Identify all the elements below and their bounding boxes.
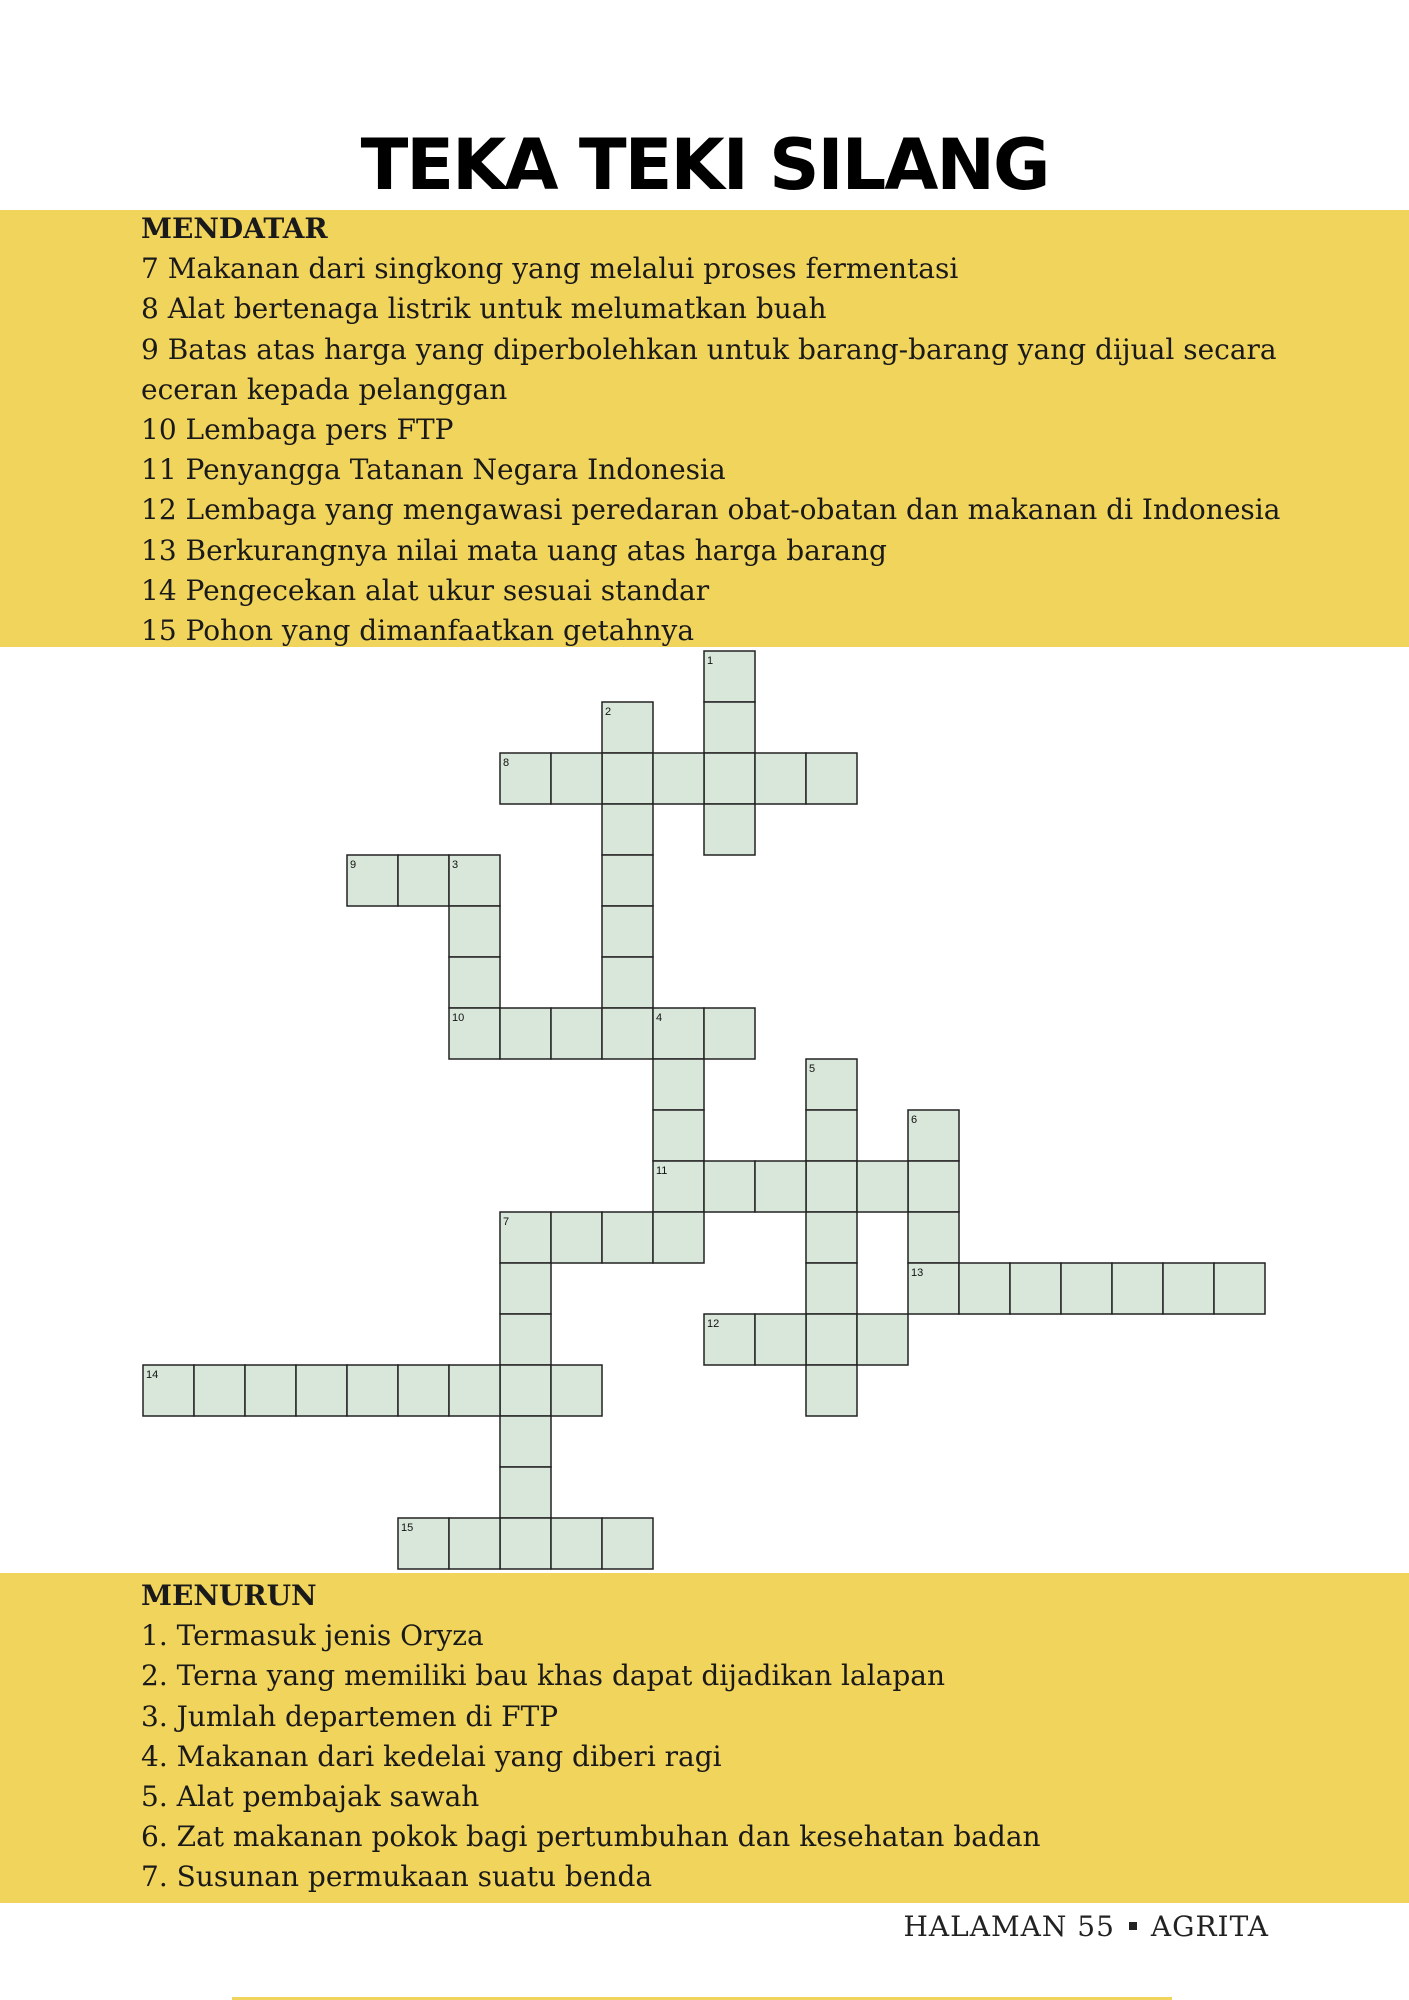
crossword-cell[interactable] (602, 753, 653, 804)
crossword-cell[interactable] (1010, 1263, 1061, 1314)
crossword-cell[interactable] (755, 753, 806, 804)
crossword-cell[interactable] (857, 1161, 908, 1212)
crossword-cell[interactable] (806, 1110, 857, 1161)
crossword-cell[interactable] (704, 1008, 755, 1059)
crossword-cell[interactable] (908, 1263, 959, 1314)
crossword-cell[interactable] (1112, 1263, 1163, 1314)
crossword-cell[interactable] (398, 1518, 449, 1569)
crossword-cell[interactable] (704, 753, 755, 804)
crossword-cell[interactable] (602, 1008, 653, 1059)
crossword-cell[interactable] (806, 1059, 857, 1110)
crossword-cell[interactable] (704, 804, 755, 855)
clue-line: 7. Susunan permukaan suatu benda (141, 1860, 653, 1894)
clue-number: 15 (401, 1522, 414, 1534)
crossword-cell[interactable] (602, 702, 653, 753)
crossword-cell[interactable] (959, 1263, 1010, 1314)
clue-line: 13 Berkurangnya nilai mata uang atas harga barang (141, 533, 887, 567)
crossword-cell[interactable] (806, 1161, 857, 1212)
crossword-cell[interactable] (500, 1416, 551, 1467)
crossword-cell[interactable] (908, 1212, 959, 1263)
mendatar-heading: MENDATAR (141, 212, 328, 245)
crossword-cell[interactable] (194, 1365, 245, 1416)
crossword-cell[interactable] (449, 906, 500, 957)
clue-number: 14 (146, 1369, 159, 1381)
clue-line: 8 Alat bertenaga listrik untuk melumatkan buah (141, 292, 827, 326)
crossword-cell[interactable] (704, 1314, 755, 1365)
page-number: HALAMAN 55 (903, 1910, 1115, 1943)
crossword-cell[interactable] (806, 753, 857, 804)
crossword-cell[interactable] (143, 1365, 194, 1416)
crossword-cell[interactable] (602, 957, 653, 1008)
crossword-cell[interactable] (347, 1365, 398, 1416)
crossword-cell[interactable] (500, 753, 551, 804)
crossword-cell[interactable] (908, 1161, 959, 1212)
clue-line: 3. Jumlah departemen di FTP (141, 1699, 559, 1733)
crossword-cell[interactable] (806, 1314, 857, 1365)
crossword-cell[interactable] (704, 651, 755, 702)
crossword-cell[interactable] (1214, 1263, 1265, 1314)
crossword-cell[interactable] (500, 1212, 551, 1263)
crossword-cell[interactable] (500, 1008, 551, 1059)
menurun-clues (141, 1576, 1349, 1898)
crossword-cell[interactable] (1163, 1263, 1214, 1314)
clue-line: 4. Makanan dari kedelai yang diberi ragi (141, 1739, 722, 1773)
crossword-cell[interactable] (449, 855, 500, 906)
crossword-cell[interactable] (653, 1110, 704, 1161)
clue-number: 10 (452, 1012, 465, 1024)
crossword-cell[interactable] (551, 1518, 602, 1569)
separator-square-icon (1129, 1922, 1137, 1930)
clue-line: 7 Makanan dari singkong yang melalui proses fermentasi (141, 252, 959, 286)
crossword-cell[interactable] (602, 1212, 653, 1263)
crossword-cell[interactable] (755, 1161, 806, 1212)
crossword-cell[interactable] (602, 855, 653, 906)
crossword-cell[interactable] (449, 957, 500, 1008)
crossword-cell[interactable] (296, 1365, 347, 1416)
crossword-cell[interactable] (908, 1110, 959, 1161)
clue-line: 9 Batas atas harga yang diperbolehkan untuk barang-barang yang dijual secara (141, 332, 1277, 366)
crossword-cell[interactable] (398, 855, 449, 906)
crossword-cell[interactable] (602, 804, 653, 855)
crossword-cell[interactable] (653, 1161, 704, 1212)
crossword-cell[interactable] (857, 1314, 908, 1365)
clue-line: 2. Terna yang memiliki bau khas dapat dijadikan lalapan (141, 1659, 946, 1693)
crossword-cell[interactable] (500, 1263, 551, 1314)
crossword-cell[interactable] (653, 753, 704, 804)
crossword-cell[interactable] (245, 1365, 296, 1416)
clue-number: 7 (503, 1216, 510, 1228)
crossword-cell[interactable] (653, 1008, 704, 1059)
footer-author: AGRITA (1150, 1910, 1269, 1943)
crossword-cell[interactable] (551, 1365, 602, 1416)
clue-line: 1. Termasuk jenis Oryza (141, 1619, 484, 1653)
clue-line: 14 Pengecekan alat ukur sesuai standar (141, 573, 710, 607)
clue-line: 11 Penyangga Tatanan Negara Indonesia (141, 453, 726, 487)
clue-line: eceran kepada pelanggan (141, 372, 508, 406)
crossword-cell[interactable] (653, 1212, 704, 1263)
crossword-cell[interactable] (551, 1212, 602, 1263)
clue-line: 6. Zat makanan pokok bagi pertumbuhan dan kesehatan badan (141, 1820, 1041, 1854)
clue-number: 11 (656, 1165, 668, 1177)
crossword-cell[interactable] (806, 1365, 857, 1416)
clue-number: 6 (911, 1114, 918, 1126)
crossword-cell[interactable] (551, 1008, 602, 1059)
clue-line: 12 Lembaga yang mengawasi peredaran obat-obatan dan makanan di Indonesia (141, 493, 1281, 527)
crossword-cell[interactable] (449, 1518, 500, 1569)
clue-number: 13 (911, 1267, 924, 1279)
page-title: TEKA TEKI SILANG (360, 124, 1049, 206)
clue-number: 9 (350, 859, 357, 871)
crossword-cell[interactable] (398, 1365, 449, 1416)
clue-number: 8 (503, 757, 510, 769)
crossword-cell[interactable] (500, 1365, 551, 1416)
clue-number: 12 (707, 1318, 720, 1330)
clue-line: 10 Lembaga pers FTP (141, 413, 454, 447)
crossword-cell[interactable] (602, 1518, 653, 1569)
clue-number: 1 (707, 655, 714, 667)
crossword-cell[interactable] (449, 1365, 500, 1416)
crossword-cell[interactable] (806, 1263, 857, 1314)
crossword-cell[interactable] (704, 702, 755, 753)
crossword-cell[interactable] (500, 1467, 551, 1518)
clue-line: 15 Pohon yang dimanfaatkan getahnya (141, 614, 695, 648)
crossword-cell[interactable] (449, 1008, 500, 1059)
crossword-cell[interactable] (551, 753, 602, 804)
clue-number: 2 (605, 706, 612, 718)
crossword-cell[interactable] (500, 1314, 551, 1365)
crossword-cell[interactable] (1061, 1263, 1112, 1314)
clue-line: 5. Alat pembajak sawah (141, 1780, 480, 1814)
crossword-cell[interactable] (806, 1212, 857, 1263)
clue-number: 4 (656, 1012, 663, 1024)
menurun-heading: MENURUN (141, 1579, 317, 1612)
crossword-cell[interactable] (500, 1518, 551, 1569)
crossword-cell[interactable] (602, 906, 653, 957)
crossword-cell[interactable] (755, 1314, 806, 1365)
crossword-cell[interactable] (653, 1059, 704, 1110)
clue-number: 5 (809, 1063, 816, 1075)
clue-number: 3 (452, 859, 459, 871)
page-footer (904, 1910, 1269, 1943)
crossword-cell[interactable] (347, 855, 398, 906)
crossword-cell[interactable] (704, 1161, 755, 1212)
